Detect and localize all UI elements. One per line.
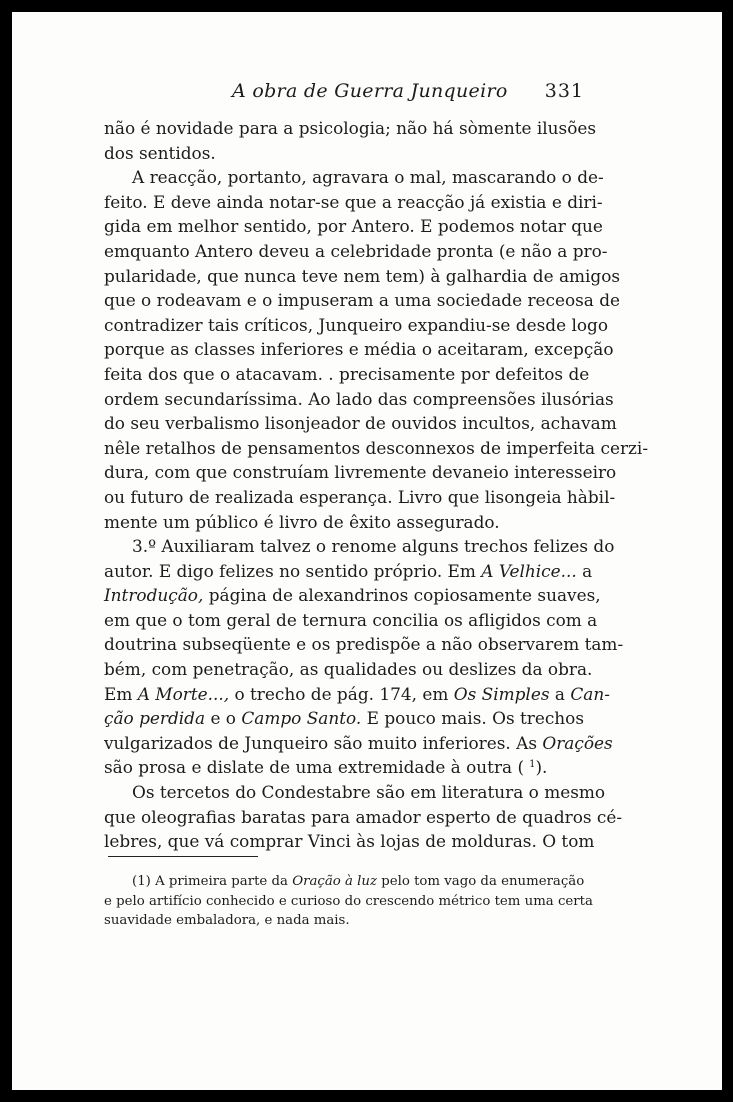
footnote-divider: [108, 856, 258, 857]
footnote-ref: 1: [529, 759, 536, 771]
footnote: [104, 872, 593, 931]
text-line: ou futuro de realizada esperança. Livro que lisongeia hàbil-: [104, 486, 616, 507]
text-line: nêle retalhos de pensamentos desconnexos de imperfeita cerzi-: [104, 437, 649, 458]
text-line: não é novidade para a psicologia; não há sòmente ilusões: [104, 118, 597, 138]
text-line: Em A Morte..., o trecho de pág. 174, em Os Simples a Can-: [104, 683, 610, 704]
text-line: feita dos que o atacavam. . precisamente por defeitos de: [104, 363, 590, 384]
text-line: Os tercetos do Condestabre são em literatura o mesmo: [132, 782, 606, 803]
text-line: feito. E deve ainda notar-se que a reacção já existia e diri-: [104, 191, 603, 212]
footnote-line: suavidade embaladora, e nada mais.: [104, 913, 350, 928]
text-line: são prosa e dislate de uma extremidade à outra ( $^1$).: [104, 757, 548, 778]
italic-title: ção perdida: [104, 708, 206, 729]
italic-title: Campo Santo.: [241, 708, 362, 729]
italic-title: Orações: [542, 732, 613, 753]
text-line: que oleografias baratas para amador esperto de quadros cé-: [104, 806, 623, 827]
text-line: que o rodeavam e o impuseram a uma sociedade receosa de: [104, 290, 621, 311]
text-line: porque as classes inferiores e média o aceitaram, excepção: [104, 339, 614, 360]
italic-title: Can-: [570, 683, 610, 704]
text-line: em que o tom geral de ternura concilia os afligidos com a: [104, 609, 598, 630]
footnote-marker: (1): [132, 874, 151, 889]
italic-title: Oração à luz: [292, 874, 377, 889]
text-line: doutrina subseqüente e os predispõe a não observarem tam-: [104, 634, 624, 655]
page-number: 331: [544, 80, 584, 102]
italic-title: Introdução,: [104, 585, 204, 606]
text-line: gida em melhor sentido, por Antero. E podemos notar que: [104, 216, 603, 237]
running-title: A obra de Guerra Junqueiro: [232, 80, 508, 102]
text-line: bém, com penetração, as qualidades ou deslizes da obra.: [104, 659, 593, 680]
text-line: ção perdida e o Campo Santo. E pouco mais. Os trechos: [104, 708, 585, 729]
italic-title: Os Simples: [453, 683, 550, 704]
text-line: contradizer tais críticos, Junqueiro expandiu-se desde logo: [104, 314, 608, 335]
text-line: vulgarizados de Junqueiro são muito inferiores. As Orações: [104, 732, 613, 753]
book-page: [12, 12, 722, 1090]
footnote-line: (1) A primeira parte da Oração à luz pelo tom vago da enumeração: [132, 874, 585, 889]
text-line: do seu verbalismo lisonjeador de ouvidos incultos, achavam: [104, 413, 617, 434]
text-line: dura, com que construíam livremente devaneio interesseiro: [104, 462, 617, 483]
text-line: autor. E digo felizes no sentido próprio. Em A Velhice... a: [104, 560, 593, 581]
body-text: [104, 116, 649, 854]
text-line: emquanto Antero deveu a celebridade pronta (e não a pro-: [104, 240, 608, 261]
text-line: A reacção, portanto, agravara o mal, mascarando o de-: [132, 167, 604, 188]
text-line: Introdução, página de alexandrinos copiosamente suaves,: [104, 585, 601, 606]
text-line: dos sentidos.: [104, 142, 216, 163]
running-head: [104, 74, 584, 104]
italic-title: A Velhice...: [481, 560, 577, 581]
text-line: pularidade, que nunca teve nem tem) à galhardia de amigos: [104, 265, 621, 286]
italic-title: A Morte...,: [137, 683, 230, 704]
footnote-line: e pelo artifício conhecido e curioso do crescendo métrico tem uma certa: [104, 893, 593, 909]
text-line: 3.º Auxiliaram talvez o renome alguns trechos felizes do: [132, 536, 615, 557]
text-line: ordem secundaríssima. Ao lado das compreensões ilusórias: [104, 388, 614, 409]
text-line: mente um público é livro de êxito assegurado.: [104, 511, 500, 532]
text-line: lebres, que vá comprar Vinci às lojas de molduras. O tom: [104, 831, 595, 852]
